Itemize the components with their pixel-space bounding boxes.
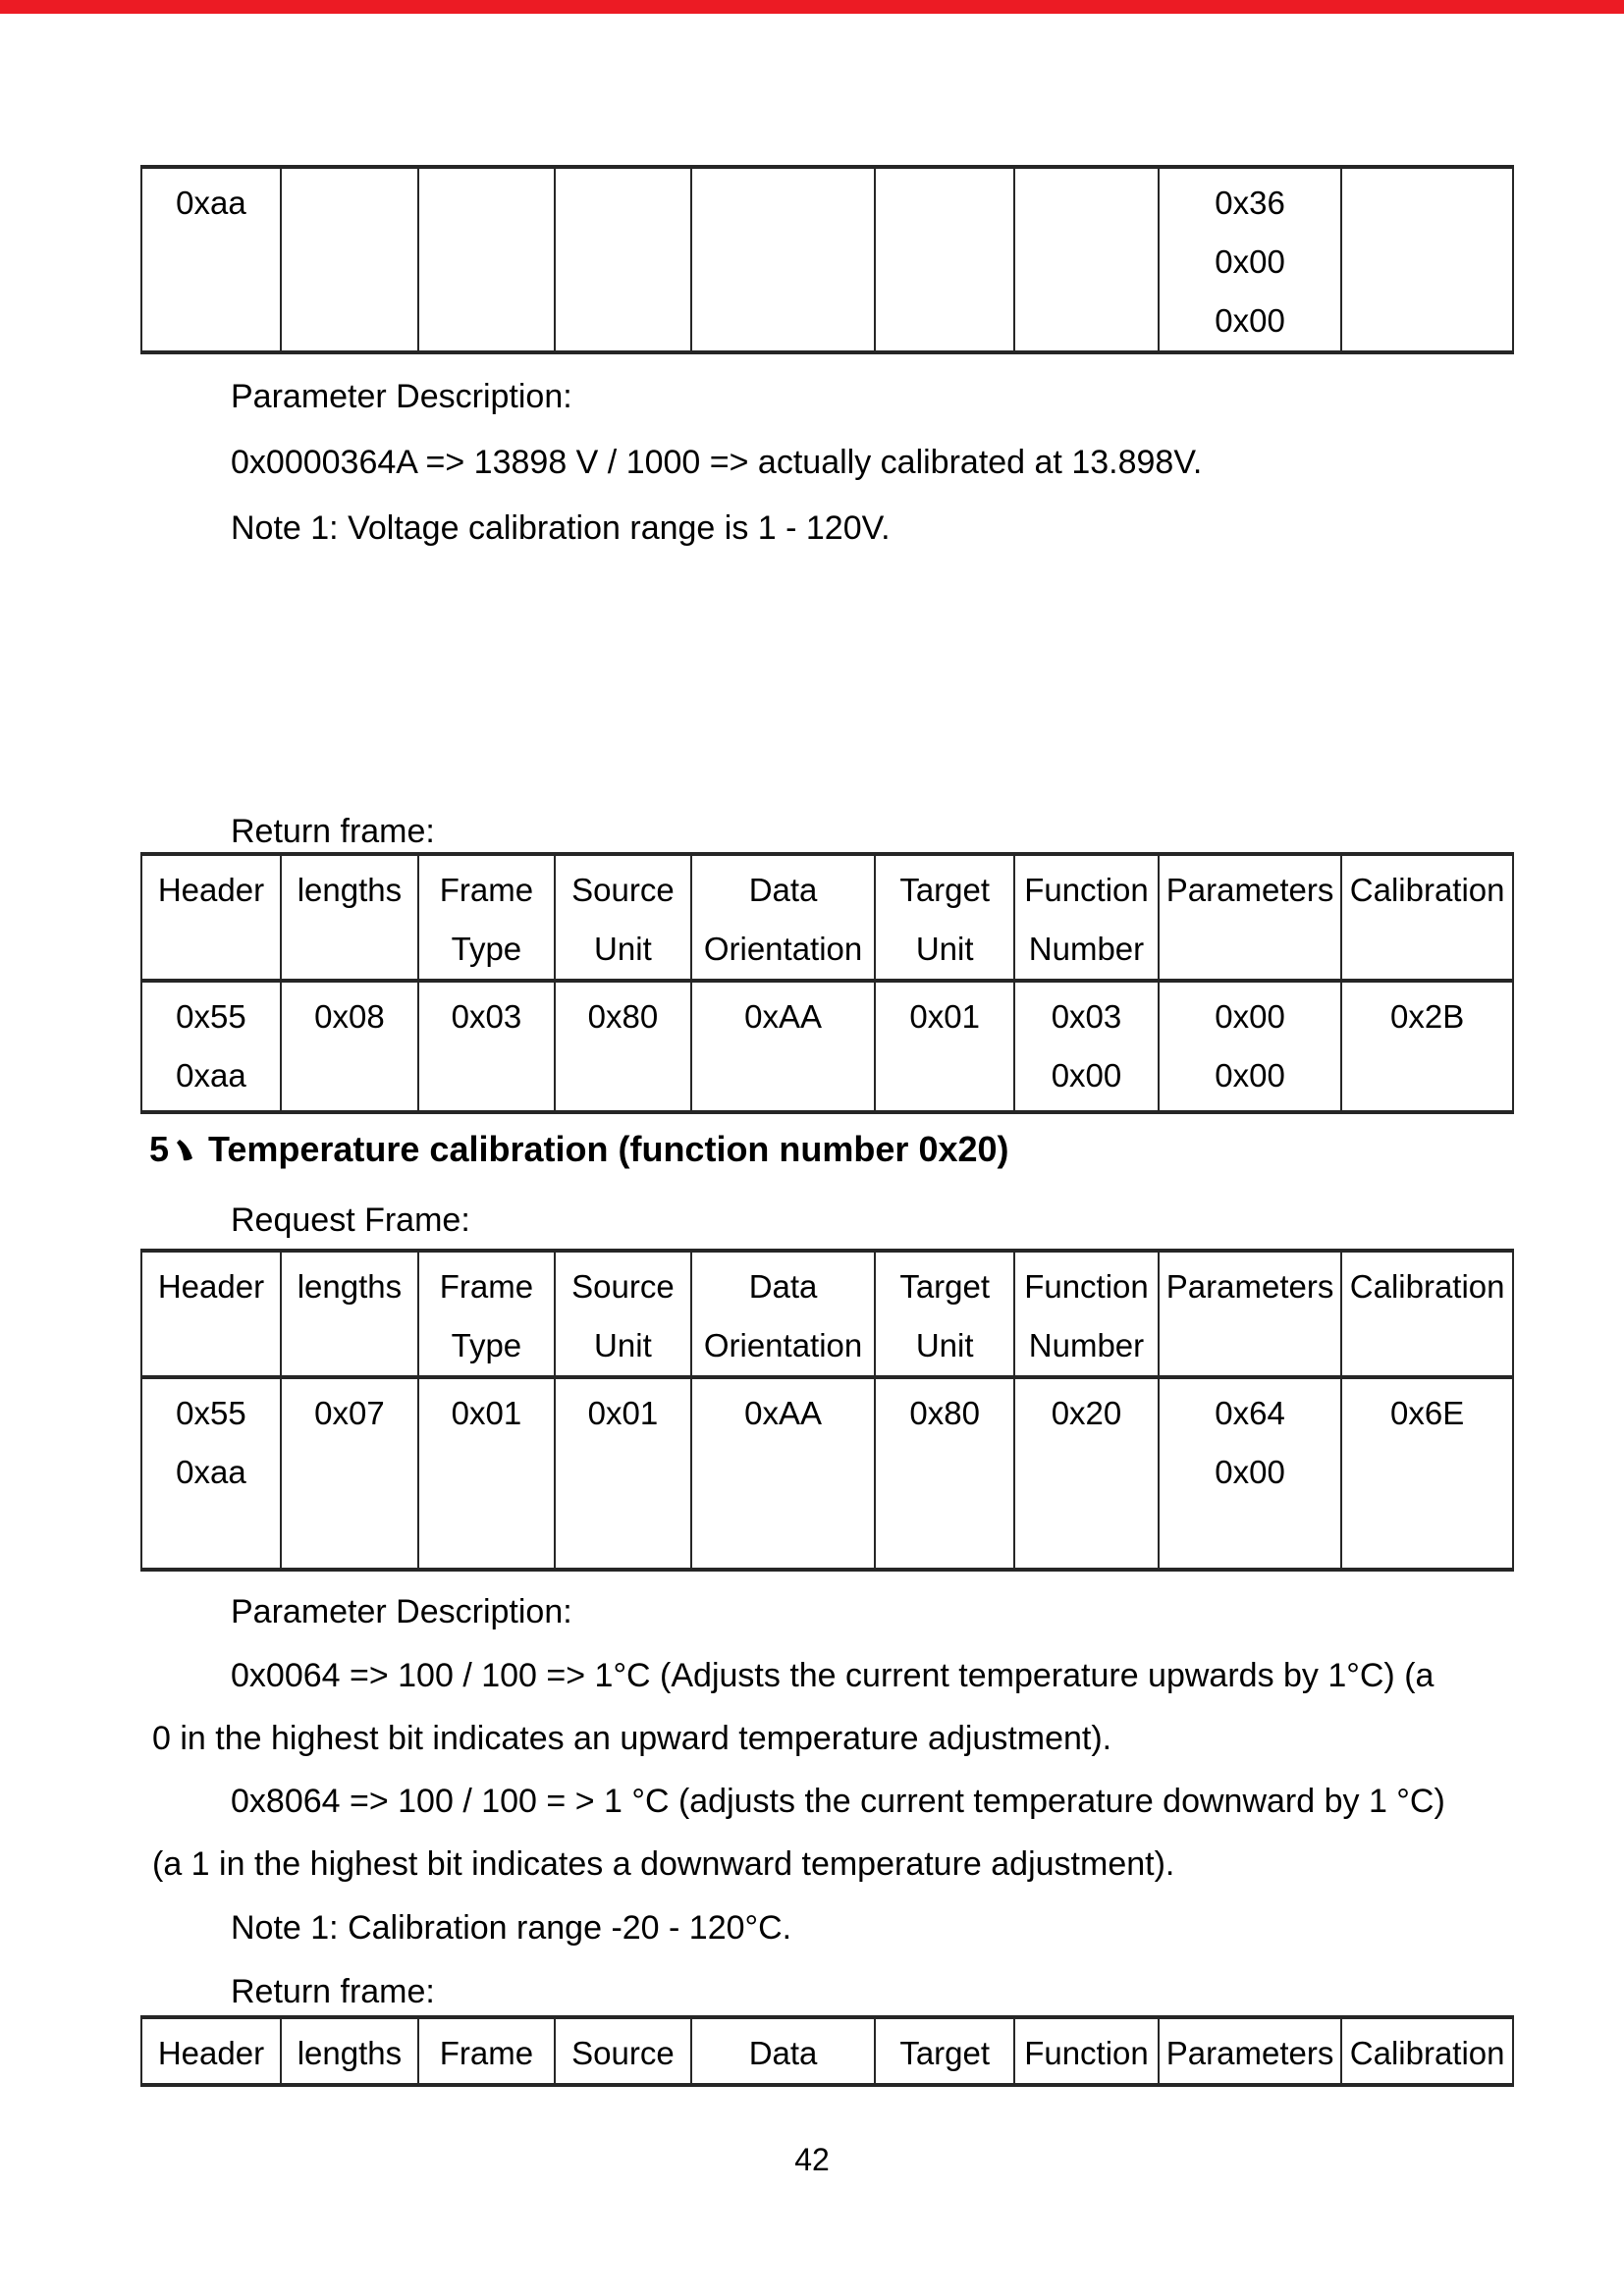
temp-up-parameter-line-1: 0x0064 => 100 / 100 => 1°C (Adjusts the current temperature upwards by 1°C) (a: [231, 1657, 1435, 1694]
data-cell: 0x6E: [1341, 1377, 1513, 1570]
data-cell: 0x00 0x00: [1159, 981, 1341, 1112]
section-5-heading: [149, 1129, 1009, 1170]
data-cell: 0x20: [1014, 1377, 1159, 1570]
header-cell: Calibration: [1341, 2017, 1513, 2085]
header-cell: Data: [691, 2017, 875, 2085]
header-cell: Calibration: [1341, 854, 1513, 981]
voltage-return-frame-table-continued: [140, 165, 1514, 354]
header-cell: Target: [875, 2017, 1014, 2085]
temperature-return-frame-table-partial: [140, 2015, 1514, 2087]
header-cell: Header: [141, 1251, 281, 1377]
data-cell: 0x08: [281, 981, 418, 1112]
data-cell: [1341, 167, 1513, 352]
temperature-calibration-note: Note 1: Calibration range -20 - 120°C.: [231, 1909, 792, 1947]
section-title: Temperature calibration (function number 0x20): [208, 1129, 1009, 1169]
return-frame-label-1: Return frame:: [231, 813, 435, 850]
data-cell: 0x80: [555, 981, 691, 1112]
data-cell: 0xAA: [691, 981, 875, 1112]
section-number: 5: [149, 1129, 170, 1169]
header-cell: Frame Type: [418, 1251, 555, 1377]
data-cell: [281, 167, 418, 352]
header-cell: Frame Type: [418, 854, 555, 981]
header-cell: Data Orientation: [691, 1251, 875, 1377]
header-cell: lengths: [281, 854, 418, 981]
header-cell: Parameters: [1159, 1251, 1341, 1377]
data-cell: 0x64 0x00: [1159, 1377, 1341, 1570]
header-cell: lengths: [281, 2017, 418, 2085]
data-cell: 0xaa: [141, 167, 281, 352]
data-cell: 0x01: [555, 1377, 691, 1570]
parameter-description-heading-2: Parameter Description:: [231, 1593, 572, 1630]
voltage-calibration-note: Note 1: Voltage calibration range is 1 - 120V.: [231, 509, 891, 547]
header-cell: Header: [141, 2017, 281, 2085]
data-cell: 0xAA: [691, 1377, 875, 1570]
data-cell: 0x80: [875, 1377, 1014, 1570]
data-cell: 0x01: [875, 981, 1014, 1112]
data-cell: [418, 167, 555, 352]
parameter-description-heading-1: Parameter Description:: [231, 378, 572, 415]
data-cell: 0x2B: [1341, 981, 1513, 1112]
cjk-enumeration-comma-icon: [173, 1131, 202, 1160]
temp-down-parameter-line-1: 0x8064 => 100 / 100 = > 1 °C (adjusts the current temperature downward by 1 °C): [231, 1783, 1445, 1820]
data-cell: [555, 167, 691, 352]
header-cell: lengths: [281, 1251, 418, 1377]
voltage-return-frame-table: [140, 852, 1514, 1114]
temperature-request-frame-table: [140, 1249, 1514, 1572]
header-cell: Target Unit: [875, 854, 1014, 981]
data-cell: 0x55 0xaa: [141, 1377, 281, 1570]
temp-up-parameter-line-2: 0 in the highest bit indicates an upward temperature adjustment).: [152, 1720, 1112, 1757]
header-cell: Calibration: [1341, 1251, 1513, 1377]
data-cell: 0x55 0xaa: [141, 981, 281, 1112]
data-cell: 0x03 0x00: [1014, 981, 1159, 1112]
header-cell: Function Number: [1014, 1251, 1159, 1377]
header-cell: Header: [141, 854, 281, 981]
header-cell: Data Orientation: [691, 854, 875, 981]
data-cell: 0x03: [418, 981, 555, 1112]
header-cell: Source Unit: [555, 1251, 691, 1377]
data-cell: 0x01: [418, 1377, 555, 1570]
header-cell: Parameters: [1159, 2017, 1341, 2085]
top-red-bar: [0, 0, 1624, 14]
data-cell: [875, 167, 1014, 352]
temp-down-parameter-line-2: (a 1 in the highest bit indicates a downward temperature adjustment).: [152, 1845, 1175, 1883]
header-cell: Function Number: [1014, 854, 1159, 981]
data-cell: [691, 167, 875, 352]
header-cell: Function: [1014, 2017, 1159, 2085]
data-cell: [1014, 167, 1159, 352]
header-cell: Frame: [418, 2017, 555, 2085]
return-frame-label-2: Return frame:: [231, 1973, 435, 2010]
header-cell: Source Unit: [555, 854, 691, 981]
header-cell: Parameters: [1159, 854, 1341, 981]
header-cell: Source: [555, 2017, 691, 2085]
request-frame-label: Request Frame:: [231, 1201, 470, 1239]
header-cell: Target Unit: [875, 1251, 1014, 1377]
data-cell: 0x07: [281, 1377, 418, 1570]
voltage-parameter-line: 0x0000364A => 13898 V / 1000 => actually calibrated at 13.898V.: [231, 444, 1203, 481]
data-cell: 0x36 0x00 0x00: [1159, 167, 1341, 352]
page-number: 42: [794, 2142, 830, 2177]
